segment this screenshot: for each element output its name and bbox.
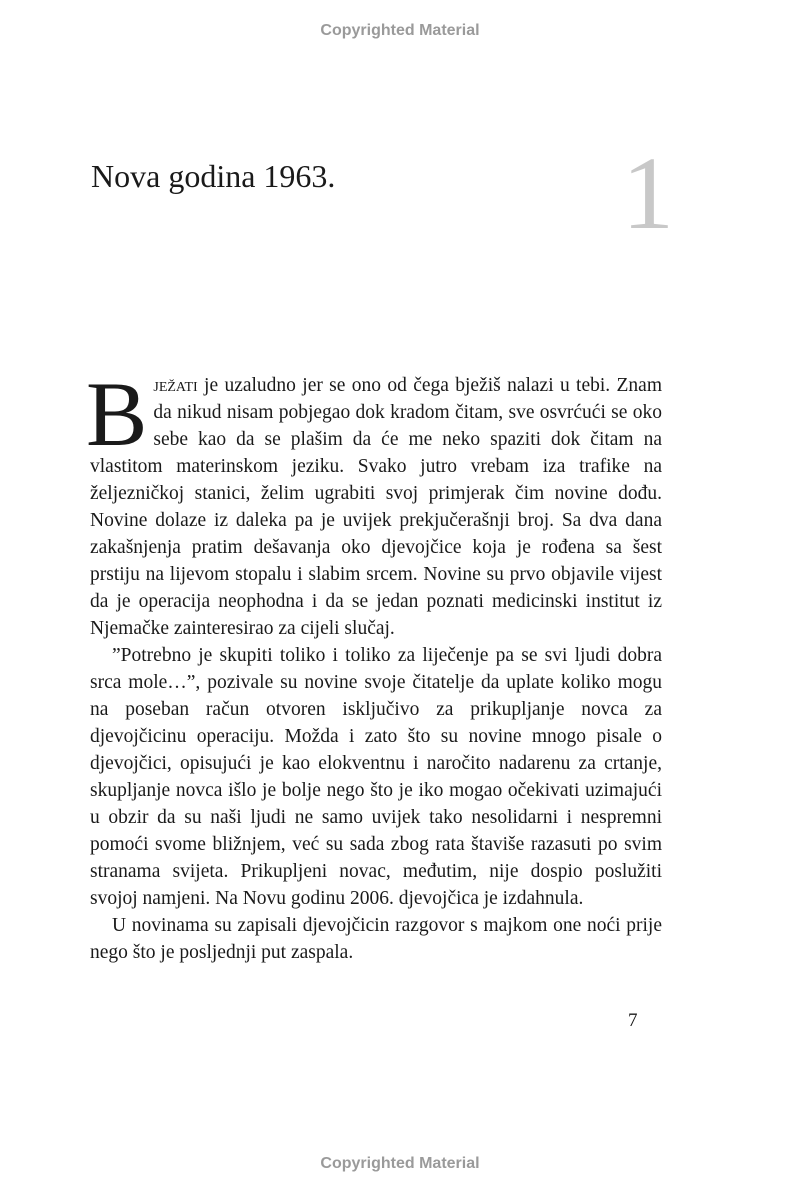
paragraph-1-text: je uzaludno jer se ono od čega bježiš nalazi u tebi. Znam da nikud nisam pobjegao dok kradom čitam, sve osvrćući se oko sebe kao da se plašim da će me neko spaziti dok čitam na vlastitom materinskom jeziku. Svako jutro vrebam iza trafike na željezničkoj stanici, želim ugrabiti svoj primjerak čim novine dođu. Novine dolaze iz daleka pa je uvijek prekjučerašnji broj. Sa dva dana zakašnjenja pratim dešavanja oko djevojčice koja je rođena sa šest prstiju na lijevom stopalu i slabim srcem. Novine su prvo objavile vijest da je operacija neophodna i da se jedan poznati medicinski institut iz Njemačke zainteresirao za cijeli slučaj. xyxy=(90,375,662,639)
paragraph-2: ”Potrebno je skupiti toliko i toliko za liječenje pa se svi ljudi dobra srca mole…”, pozivale su novine svoje čitatelje da uplate koliko mogu na poseban račun otvoren isključivo za prikupljanje novca za djevojčicinu operaciju. Možda i zato što su novine mnogo pisale o djevojčici, opisujući je kao elokventnu i naročito nadarenu za crtanje, skupljanje novca išlo je bolje nego što je iko mogao očekivati uzimajući u obzir da su naši ljudi ne samo uvijek tako nesolidarni i nespremni pomoći svome bližnjem, već su sada zbog rata štaviše razasuti po svim stranama svijeta. Prikupljeni novac, međutim, nije dospio poslužiti svojoj namjeni. Na Novu godinu 2006. djevojčica je izdahnula. xyxy=(90,645,662,909)
copyright-watermark-top: Copyrighted Material xyxy=(320,22,480,39)
chapter-title: Nova godina 1963. xyxy=(91,158,336,194)
copyright-watermark-bottom: Copyrighted Material xyxy=(320,1155,480,1172)
paragraph-3: U novinama su zapisali djevojčicin razgovor s majkom one noći prije nego što je posljednji put zaspala. xyxy=(90,915,662,963)
chapter-number: 1 xyxy=(622,136,674,251)
paragraph-1-lead: ježati xyxy=(153,375,198,396)
drop-cap: B xyxy=(86,363,148,465)
page-number: 7 xyxy=(628,1010,638,1031)
paragraph-1 xyxy=(86,363,662,642)
body-text xyxy=(86,363,662,966)
